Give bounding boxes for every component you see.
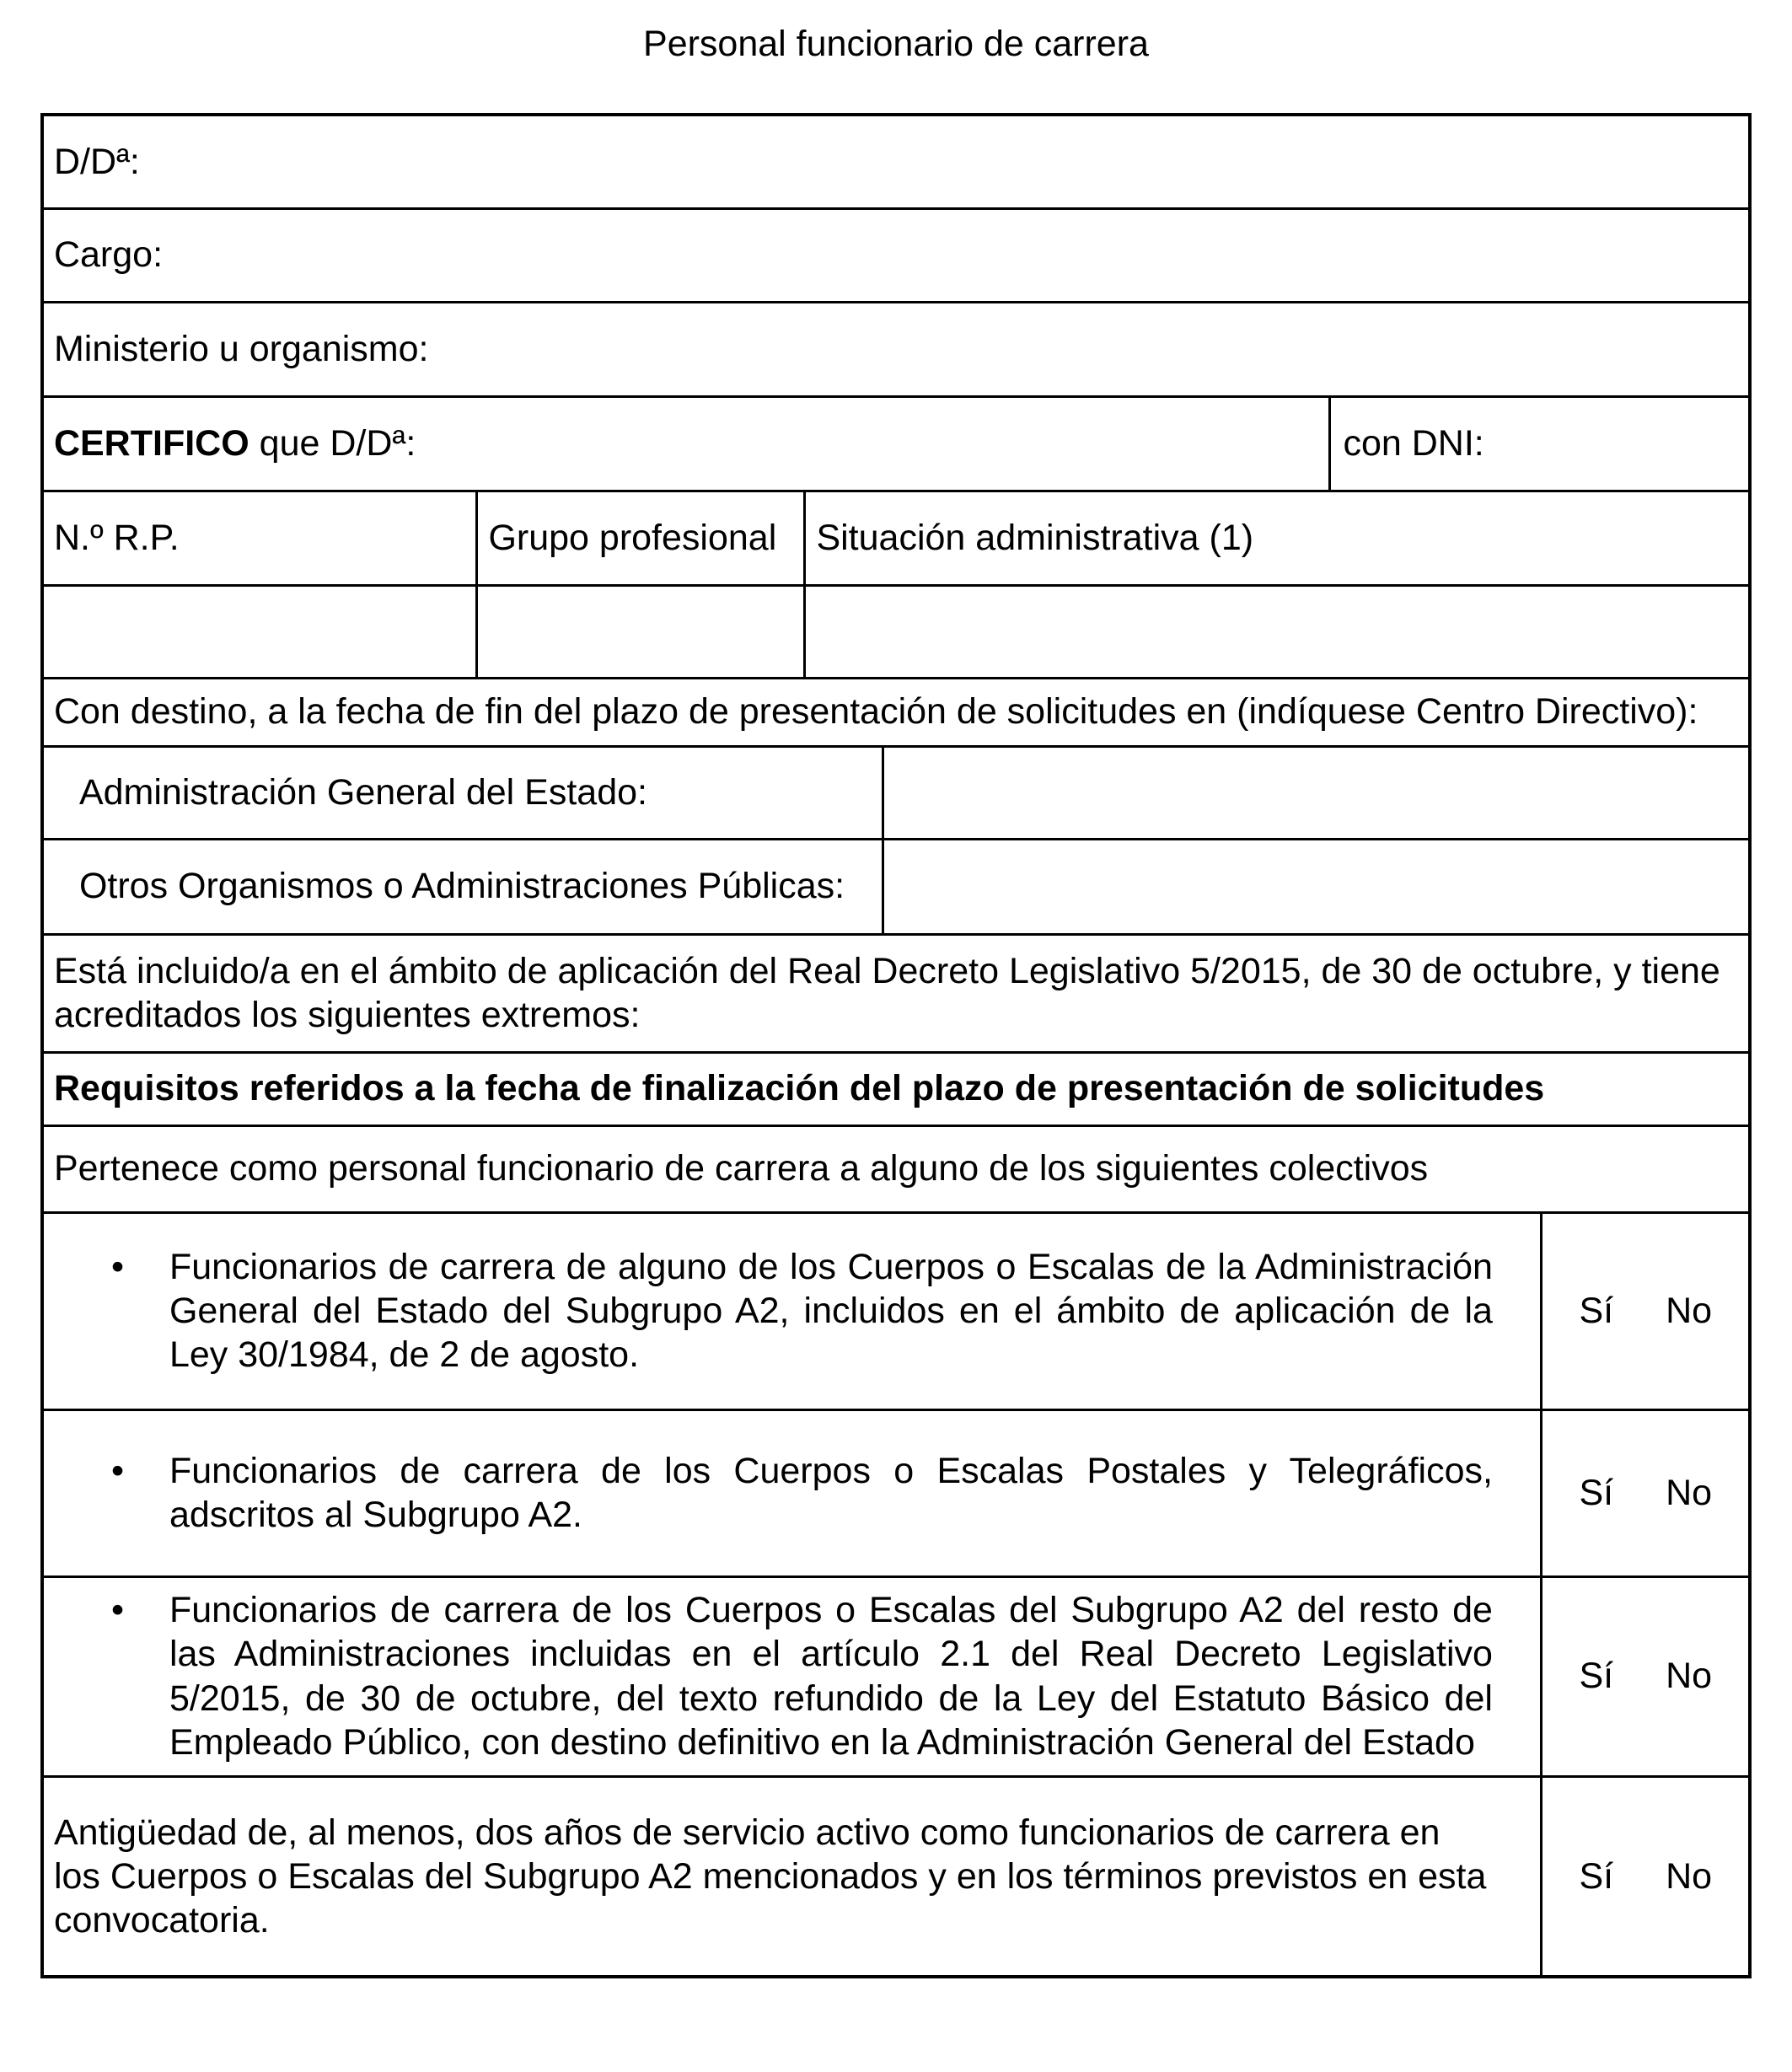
colectivo-2-text: Funcionarios de carrera de los Cuerpos o Escalas Postales y Telegráficos, adscritos al Subgrupo A2. [169, 1450, 1493, 1535]
requisitos-header-text: Requisitos referidos a la fecha de finalización del plazo de presentación de solicitudes [53, 1068, 1545, 1109]
row-datos-values [42, 585, 1750, 678]
no-option[interactable]: No [1666, 1855, 1713, 1897]
page-title: Personal funcionario de carrera [643, 24, 1149, 64]
row-certifico [42, 396, 1750, 491]
row-antiguedad [42, 1776, 1750, 1977]
dd-field-cell[interactable] [42, 115, 1750, 208]
colectivo-3-text-cell [42, 1576, 1542, 1776]
row-datos-header [42, 491, 1750, 585]
colectivo-2-text-cell [42, 1409, 1542, 1576]
situacion-header-cell [805, 491, 1750, 585]
row-otros [42, 839, 1750, 934]
certifico-label-rest: que D/Dª: [259, 422, 416, 464]
row-destino-intro [42, 678, 1750, 746]
nrp-header-label: N.º R.P. [53, 517, 180, 558]
antiguedad-text-cell [42, 1776, 1542, 1977]
dni-label: con DNI: [1343, 422, 1484, 464]
colectivo-2-yesno-cell [1542, 1409, 1750, 1576]
no-option[interactable]: No [1666, 1472, 1713, 1513]
grupo-header-label: Grupo profesional [488, 517, 777, 558]
row-incluido [42, 934, 1750, 1052]
age-label: Administración General del Estado: [78, 771, 647, 813]
otros-label: Otros Organismos o Administraciones Públicas: [78, 866, 845, 907]
ministerio-field-cell[interactable] [42, 302, 1750, 396]
age-label-cell [42, 746, 883, 839]
incluido-cell [42, 934, 1750, 1052]
colectivo-1-yesno-cell [1542, 1212, 1750, 1409]
row-colectivo-2 [42, 1409, 1750, 1576]
antiguedad-text: Antigüedad de, al menos, dos años de servicio activo como funcionarios de carrera en los Cuerpos o Escalas del Subgrupo A2 mencionados y en los términos previstos en esta convocatoria. [53, 1812, 1487, 1940]
pertenece-cell [42, 1125, 1750, 1212]
otros-value-cell[interactable] [883, 839, 1750, 934]
row-age [42, 746, 1750, 839]
incluido-text: Está incluido/a en el ámbito de aplicación del Real Decreto Legislativo 5/2015, de 30 de octubre, y tiene acreditados los siguientes extremos: [53, 950, 1720, 1035]
colectivo-3-text: Funcionarios de carrera de los Cuerpos o Escalas del Subgrupo A2 del resto de las Administraciones incluidas en el artículo 2.1 del Real Decreto Legislativo 5/2015, de 30 de octubre, del texto refundido de la Ley del Estatuto Básico del Empleado Público, con destino definitivo en la Administración General del Estado [169, 1590, 1493, 1763]
nrp-value-cell[interactable] [42, 585, 477, 678]
certificate-form-table [40, 113, 1752, 1978]
colectivo-1-text: Funcionarios de carrera de alguno de los Cuerpos o Escalas de la Administración General del Estado del Subgrupo A2, incluidos en el ámbito de aplicación de la Ley 30/1984, de 2 de agosto. [169, 1246, 1493, 1375]
bullet-icon: • [110, 1450, 125, 1491]
antiguedad-yesno-cell [1542, 1776, 1750, 1977]
age-value-cell[interactable] [883, 746, 1750, 839]
row-colectivo-1 [42, 1212, 1750, 1409]
destino-intro-label: Con destino, a la fecha de fin del plazo de presentación de solicitudes en (indíquese Centro Directivo): [53, 691, 1698, 733]
colectivo-3-yesno-cell [1542, 1576, 1750, 1776]
row-requisitos-header [42, 1052, 1750, 1125]
yes-option[interactable]: Sí [1579, 1472, 1614, 1513]
ministerio-label: Ministerio u organismo: [53, 328, 429, 369]
nrp-header-cell [42, 491, 477, 585]
certifico-label-bold: CERTIFICO [53, 422, 249, 464]
yes-option[interactable]: Sí [1579, 1656, 1614, 1697]
cargo-field-cell[interactable] [42, 208, 1750, 302]
otros-label-cell [42, 839, 883, 934]
row-dd [42, 115, 1750, 208]
no-option[interactable]: No [1666, 1656, 1713, 1697]
no-option[interactable]: No [1666, 1290, 1713, 1331]
dd-label: D/Dª: [53, 141, 140, 182]
row-ministerio [42, 302, 1750, 396]
colectivo-1-text-cell [42, 1212, 1542, 1409]
pertenece-text: Pertenece como personal funcionario de carrera a alguno de los siguientes colectivos [53, 1148, 1429, 1189]
cargo-label: Cargo: [53, 234, 164, 276]
certifico-field-cell[interactable] [42, 396, 1330, 491]
destino-intro-cell [42, 678, 1750, 746]
yes-option[interactable]: Sí [1579, 1290, 1614, 1331]
grupo-value-cell[interactable] [477, 585, 805, 678]
row-cargo [42, 208, 1750, 302]
row-pertenece [42, 1125, 1750, 1212]
yes-option[interactable]: Sí [1579, 1855, 1614, 1897]
grupo-header-cell [477, 491, 805, 585]
row-colectivo-3 [42, 1576, 1750, 1776]
bullet-icon: • [110, 1246, 125, 1287]
situacion-header-label: Situación administrativa (1) [816, 517, 1254, 558]
dni-field-cell[interactable] [1330, 396, 1750, 491]
requisitos-header-cell [42, 1052, 1750, 1125]
bullet-icon: • [110, 1590, 125, 1631]
situacion-value-cell[interactable] [805, 585, 1750, 678]
